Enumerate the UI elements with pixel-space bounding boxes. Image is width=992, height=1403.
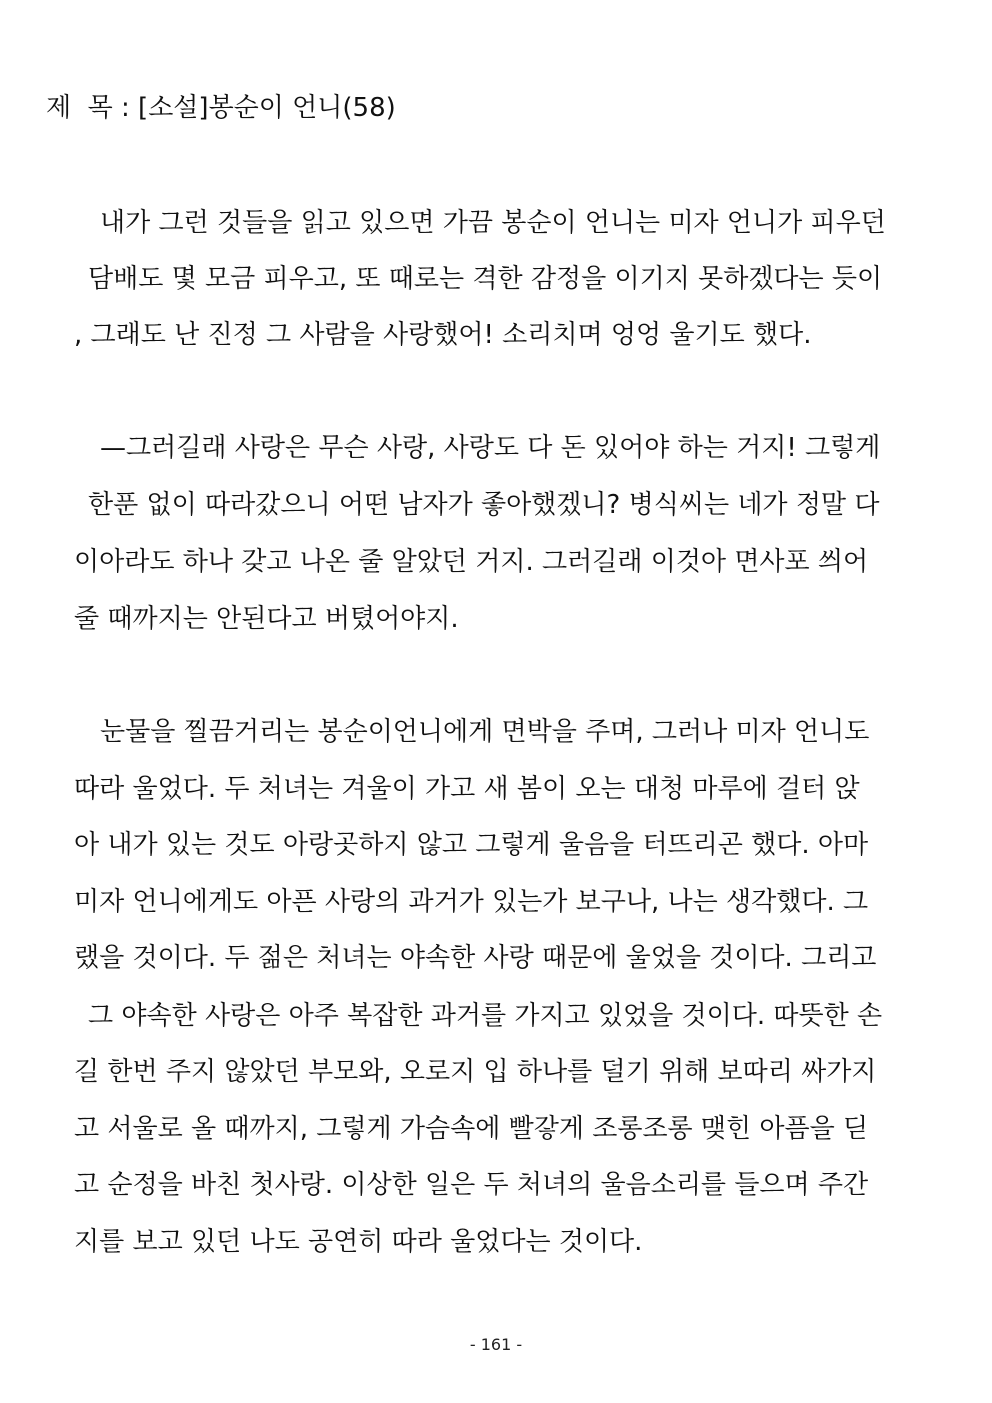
text-line: 따라 울었다. 두 처녀는 겨울이 가고 새 봄이 오는 대청 마루에 걸터 앉: [74, 774, 860, 804]
text-line: , 그래도 난 진정 그 사람을 사랑했어! 소리치며 엉엉 울기도 했다.: [74, 320, 812, 350]
page-title: 제 목 : [소설]봉순이 언니(58): [46, 93, 396, 123]
text-line: 아 내가 있는 것도 아랑곳하지 않고 그렇게 울음을 터뜨리곤 했다. 아마: [74, 830, 869, 860]
text-line: 담배도 몇 모금 피우고, 또 때로는 격한 감정을 이기지 못하겠다는 듯이: [88, 264, 883, 294]
text-line: 미자 언니에게도 아픈 사랑의 과거가 있는가 보구나, 나는 생각했다. 그: [74, 887, 869, 917]
text-line: 고 순정을 바친 첫사랑. 이상한 일은 두 처녀의 울음소리를 들으며 주간: [74, 1170, 869, 1200]
text-line: 눈물을 찔끔거리는 봉순이언니에게 면박을 주며, 그러나 미자 언니도: [100, 717, 870, 747]
text-line: 이아라도 하나 갖고 나온 줄 알았던 거지. 그러길래 이것아 면사포 씌어: [74, 547, 869, 577]
text-line: 한푼 없이 따라갔으니 어떤 남자가 좋아했겠니? 병식씨는 네가 정말 다: [88, 490, 880, 520]
text-line: 그 야속한 사랑은 아주 복잡한 과거를 가지고 있었을 것이다. 따뜻한 손: [88, 1001, 883, 1031]
text-line: 랬을 것이다. 두 젊은 처녀는 야속한 사랑 때문에 울었을 것이다. 그리고: [74, 943, 877, 973]
text-line: —그러길래 사랑은 무슨 사랑, 사랑도 다 돈 있어야 하는 거지! 그렇게: [100, 433, 881, 463]
text-line: 길 한번 주지 않았던 부모와, 오로지 입 하나를 덜기 위해 보따리 싸가지: [74, 1057, 877, 1087]
text-line: 고 서울로 올 때까지, 그렇게 가슴속에 빨갛게 조롱조롱 맺힌 아픔을 딛: [74, 1114, 869, 1144]
page-number: - 161 -: [469, 1335, 523, 1354]
text-line: 줄 때까지는 안된다고 버텼어야지.: [74, 604, 459, 634]
text-line: 내가 그런 것들을 읽고 있으면 가끔 봉순이 언니는 미자 언니가 피우던: [100, 208, 886, 238]
text-line: 지를 보고 있던 나도 공연히 따라 울었다는 것이다.: [74, 1227, 643, 1257]
